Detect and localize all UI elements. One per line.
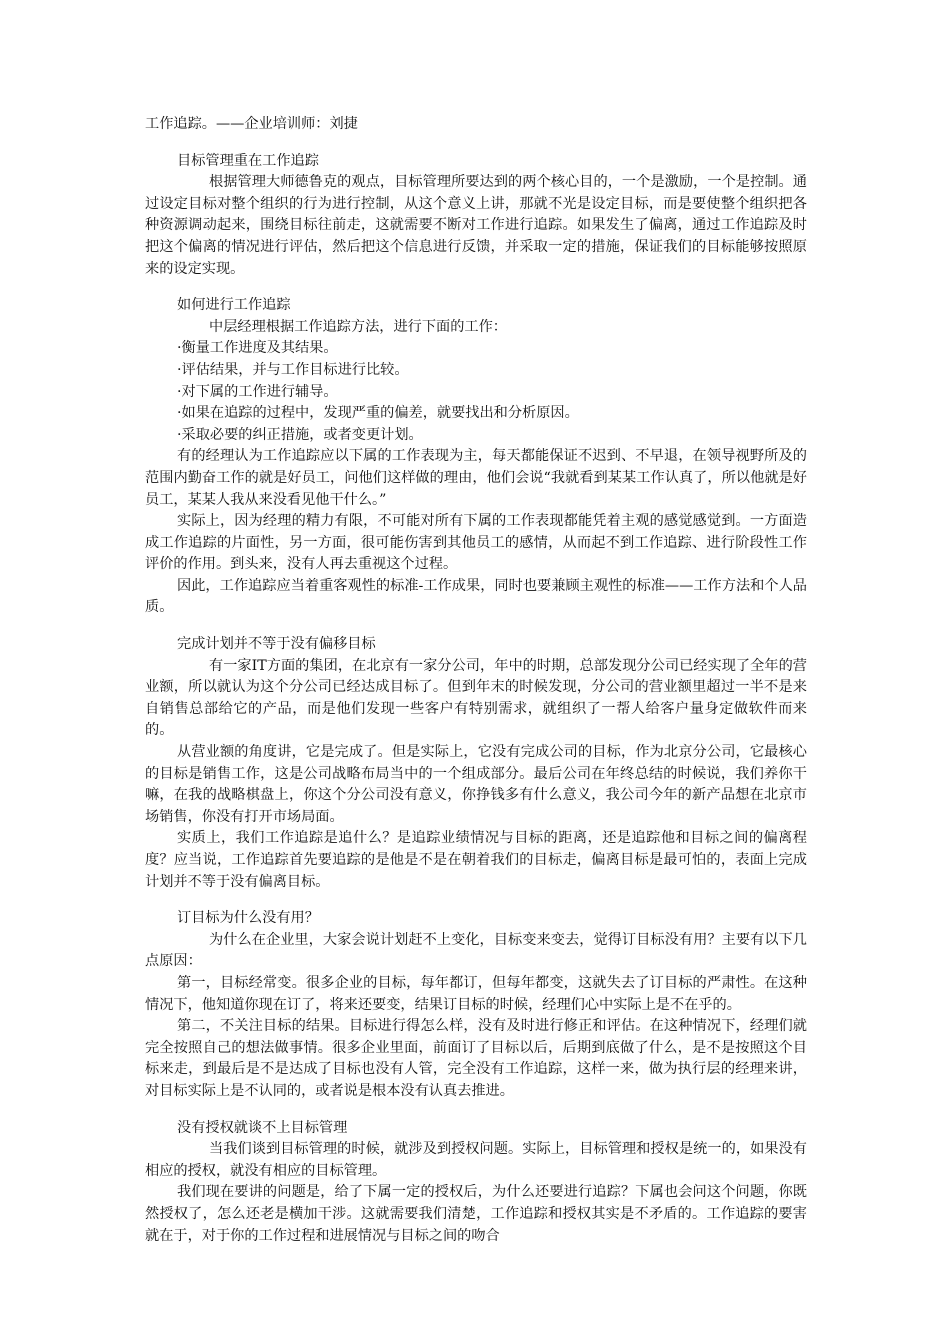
paragraph: 实质上，我们工作追踪是追什么？是追踪业绩情况与目标的距离，还是追踪他和目标之间的偏离程度？应当说，工作追踪首先要追踪的是他是不是在朝着我们的目标走，偏离目标是最可怕的，表面上完成计划并不等于没有偏离目标。 (145, 830, 807, 890)
paragraph: 因此，工作追踪应当着重客观性的标准-工作成果，同时也要兼顾主观性的标准——工作方法和个人品质。 (145, 577, 807, 616)
paragraph: 我们现在要讲的问题是，给了下属一定的授权后，为什么还要进行追踪？下属也会问这个问题，你既然授权了，怎么还老是横加干涉。这就需要我们清楚，工作追踪和授权其实是不矛盾的。工作追踪的要害就在于，对于你的工作过程和进展情况与目标之间的吻合 (145, 1184, 807, 1244)
bullet-item: ·衡量工作进度及其结果。 (177, 340, 338, 357)
section-heading: 没有授权就谈不上目标管理 (177, 1119, 348, 1136)
paragraph: 第一，目标经常变。很多企业的目标，每年都订，但每年都变，这就失去了订目标的严肃性。在这种情况下，他知道你现在订了，将来还要变，结果订目标的时候，经理们心中实际上是不在乎的。 (145, 974, 807, 1013)
paragraph: 为什么在企业里，大家会说计划赶不上变化，目标变来变去，觉得订目标没有用？主要有以下几点原因： (145, 931, 807, 970)
paragraph: 第二，不关注目标的结果。目标进行得怎么样，没有及时进行修正和评估。在这种情况下，经理们就完全按照自己的想法做事情。很多企业里面，前面订了目标以后，后期到底做了什么，是不是按照这个目标来走，到最后是不是达成了目标也没有人管，完全没有工作追踪，这样一来，做为执行层的经理来讲，对目标实际上是不认同的，或者说是根本没有认真去推进。 (145, 1018, 807, 1099)
document-page (145, 114, 807, 1247)
paragraph: 有的经理认为工作追踪应以下属的工作表现为主，每天都能保证不迟到、不早退，在领导视野所及的范围内勤奋工作的就是好员工，问他们这样做的理由，他们会说“我就看到某某工作认真了，所以他就是好员工，某某人我从来没看见他干什么。” (145, 448, 807, 508)
paragraph: 实际上，因为经理的精力有限，不可能对所有下属的工作表现都能凭着主观的感觉感觉到。一方面造成工作追踪的片面性，另一方面，很可能伤害到其他员工的感情，从而起不到工作追踪、进行阶段性工作评价的作用。到头来，没有人再去重视这个过程。 (145, 513, 807, 573)
section-heading: 完成计划并不等于没有偏移目标 (177, 636, 376, 653)
section-heading: 目标管理重在工作追踪 (177, 152, 319, 169)
section-heading: 订目标为什么没有用？ (177, 910, 319, 927)
paragraph: 有一家IT方面的集团，在北京有一家分公司，年中的时期，总部发现分公司已经实现了全年的营业额，所以就认为这个分公司已经达成目标了。但到年末的时候发现，分公司的营业额里超过一半不是来自销售总部给它的产品，而是他们发现一些客户有特别需求，就组织了一帮人给客户量身定做软件而来的。 (145, 657, 807, 739)
paragraph: 根据管理大师德鲁克的观点，目标管理所要达到的两个核心目的，一个是激励，一个是控制。通过设定目标对整个组织的行为进行控制，从这个意义上讲，那就不光是设定目标，而是要使整个组织把各种资源调动起来，围绕目标往前走，这就需要不断对工作进行追踪。如果发生了偏离，通过工作追踪及时把这个偏离的情况进行评估，然后把这个信息进行反馈，并采取一定的措施，保证我们的目标能够按照原来的设定实现。 (145, 174, 807, 277)
bullet-item: ·采取必要的纠正措施，或者变更计划。 (177, 426, 423, 443)
bullet-item: ·评估结果，并与工作目标进行比较。 (177, 361, 409, 378)
paragraph: 当我们谈到目标管理的时候，就涉及到授权问题。实际上，目标管理和授权是统一的，如果没有相应的授权，就没有相应的目标管理。 (145, 1141, 807, 1179)
bullet-item: ·对下属的工作进行辅导。 (177, 383, 338, 400)
intro-line: 工作追踪。——企业培训师：刘捷 (145, 116, 358, 132)
paragraph: 中层经理根据工作追踪方法，进行下面的工作： (209, 318, 507, 335)
paragraph: 从营业额的角度讲，它是完成了。但是实际上，它没有完成公司的目标，作为北京分公司，它最核心的目标是销售工作，这是公司战略布局当中的一个组成部分。最后公司在年终总结的时候说，我们养你干嘛，在我的战略棋盘上，你这个分公司没有意义，你挣钱多有什么意义，我公司今年的新产品想在北京市场销售，你没有打开市场局面。 (145, 744, 807, 825)
bullet-item: ·如果在追踪的过程中，发现严重的偏差，就要找出和分析原因。 (177, 405, 579, 422)
section-heading: 如何进行工作追踪 (177, 297, 291, 314)
